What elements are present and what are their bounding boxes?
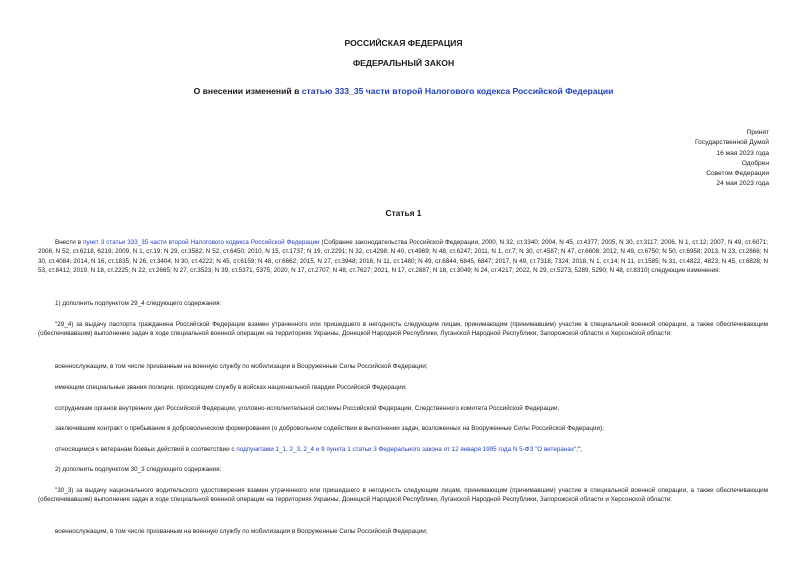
adoption-block [695,128,769,190]
intro-rest: (Собрание законодательства Российской Федерации, 2000, N 32, ст.3340; 2004, N 45, ст.4377; 2005, N 30, ст.3117; 2006, N 1, ст.12; 2007, N 49, ст.6071; 2008, N 52, ст.6218, 6219; 2009, N 1, ст.19; N 29, ст.3582; N 52, ст.6450; 2010, N 15, ст.1737; N 19, ст.2291; N 32, ст.4298; N 40, ст.4969; N 48, ст.6247; 2011, N 1, ст.7; N 30, ст.4587; N 47, ст.6608; 2012, N 49, ст.6750; N 50, ст.6958; 2013, N 23, ст.2866; N 30, ст.4084; 2014, N 16, ст.1835; N 26, ст.3404; N 30, ст.4222; N 45, ст.6159; N 48, ст.6662; 2015, N 27, ст.3948; 2016, N 11, ст.1480; N 49, ст.6844, 6845, 6847; 2017, N 49, ст.7318, 7324; 2018, N 1, ст.14; N 11, ст.1585; N 31, ст.4822, 4823; N 45, ст.6828; N 53, ст.8412; 2019, N 18, ст.2225; N 22, ст.2665; N 27, ст.3523; N 39, ст.5371, 5375; 2020, N 17, ст.2707; N 48, ст.7627; 2021, N 17, ст.2887; N 18, ст.3049; N 24, ст.4217; 2022, N 29, ст.5273, 5289, 5290; N 48, ст.8310) следующие изменения: [38,239,768,275]
law-title-link[interactable]: статью 333_35 части второй Налогового кодекса Российской Федерации [301,86,614,96]
article-intro [38,238,768,276]
adoption-line: 24 мая 2023 года [716,180,769,188]
intro-prefix: Внести в [55,239,84,246]
item-2-heading: 2) дополнить подпунктом 30_3 следующего содержания: [55,466,222,473]
law-title [0,86,807,96]
veterans-link[interactable]: подпунктами 1_1, 2_3, 2_4 и 9 пункта 1 статьи 3 Федерального закона от 12 января 1995 года N 5-ФЗ "О ветеранах" [236,446,577,453]
adoption-line: Государственной Думой [695,139,769,147]
item-2-text: "30_3) за выдачу национального водительского удостоверения взамен утраченного или пришедшего в негодность следующим лицам, принимающим (принимавшим) участие в специальной военной операции, а также обеспечивающим (обеспечивавшим) выполнение задач в ходе специальной военной операции на территориях Украины, Донецкой Народной Республики, Луганской Народной Республики, Запорожской области и Херсонской области: [38,487,768,504]
list-1-item: сотрудникам органов внутренних дел Российской Федерации, уголовно-исполнительной системы Российской Федерации, Следственного комитета Российской Федерации; [55,405,560,412]
list-1-item: имеющим специальные звания полиции, проходящим службу в войсках национальной гвардии Российской Федерации; [55,384,407,391]
veterans-line [55,445,582,454]
list-2-item: военнослужащим, в том числе призванным на военную службу по мобилизации в Вооруженные Силы Российской Федерации; [55,528,428,535]
list-1-item: заключившим контракт о пребывании в добровольческом формировании (о добровольном содействии в выполнении задач, возложенных на Вооруженные Силы Российской Федерации); [55,425,604,432]
veterans-prefix: относящимся к ветеранам боевых действий в соответствии с [55,446,237,453]
article-heading: Статья 1 [385,208,422,218]
adoption-line: Советом Федерации [706,170,769,178]
adoption-line: Принят [746,129,769,136]
country-heading: РОССИЙСКАЯ ФЕДЕРАЦИЯ [344,38,463,48]
item-1-text: "29_4) за выдачу паспорта гражданина Российской Федерации взамен утраченного или пришедшего в негодность следующим лицам, принимающим (принимавшим) участие в специальной военной операции, а также обеспечивающим (обеспечивавшим) выполнение задач в ходе специальной военной операции на территориях Украины, Донецкой Народной Республики, Луганской Народной Республики, Запорожской области и Херсонской области: [38,321,768,338]
list-1-item: военнослужащим, в том числе призванным на военную службу по мобилизации в Вооруженные Силы Российской Федерации; [55,363,428,370]
veterans-suffix: ;"; [576,446,582,453]
law-type-heading: ФЕДЕРАЛЬНЫЙ ЗАКОН [352,58,455,68]
adoption-line: 16 мая 2023 года [716,149,769,157]
item-1-heading: 1) дополнить подпунктом 29_4 следующего содержания: [55,300,222,307]
intro-link[interactable]: пункт 3 статьи 333_35 части второй Налогового кодекса Российской Федерации [83,239,320,246]
law-title-prefix: О внесении изменений в [193,86,302,96]
adoption-line: Одобрен [741,159,769,167]
